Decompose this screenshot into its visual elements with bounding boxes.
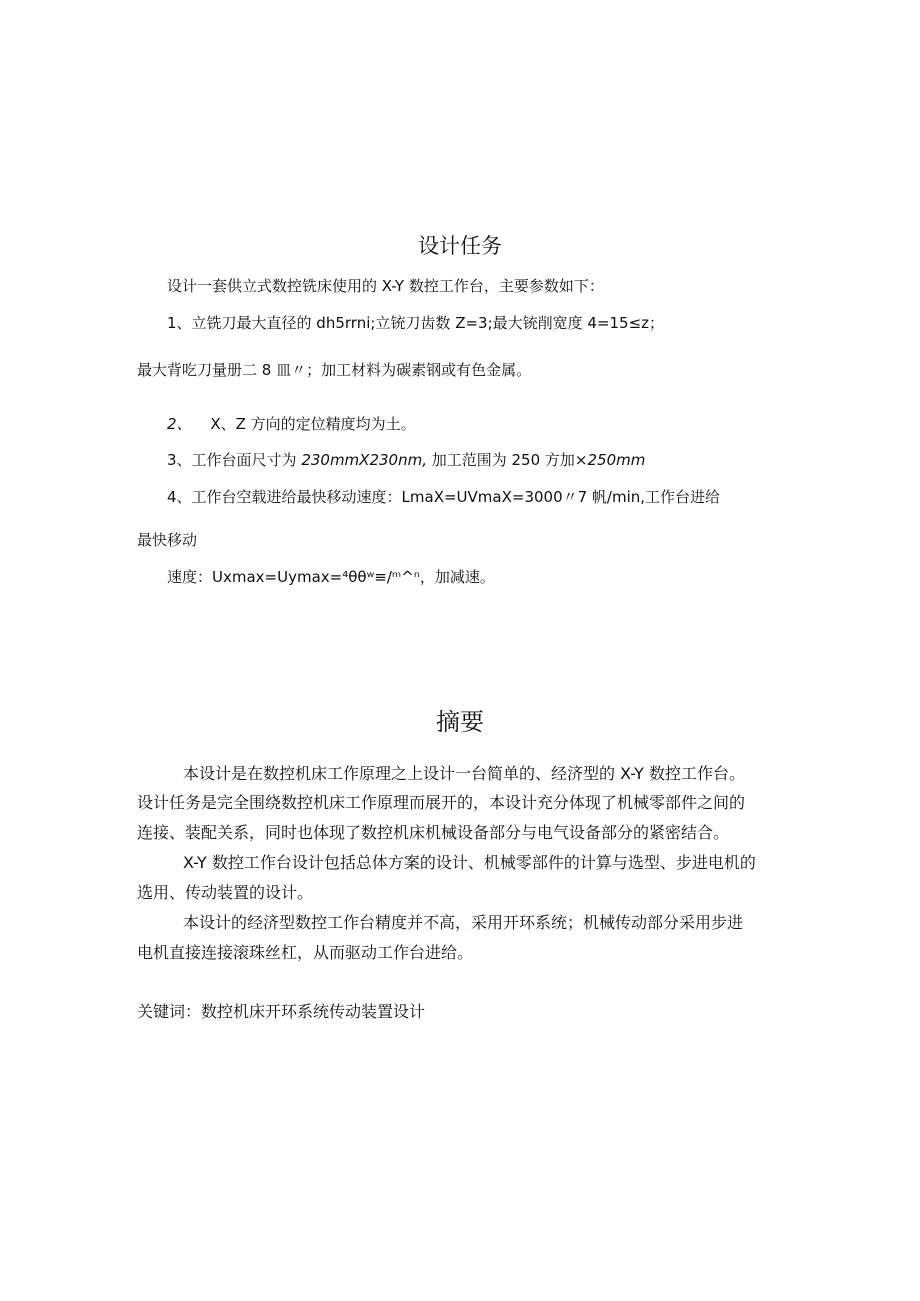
keywords: 关键词：数控机床开环系统传动装置设计 [137, 1002, 426, 1021]
task-item-3-d: 250mm [587, 451, 646, 469]
abstract-p2-line-2: 选用、传动装置的设计。 [137, 883, 314, 902]
design-task-title: 设计任务 [418, 234, 502, 258]
abstract-title: 摘要 [436, 708, 484, 736]
task-item-4-line-1: 4、工作台空载进给最快移动速度：LmaX=UVmaX=3000〃7 帆/min,工作台进给 [167, 488, 721, 506]
abstract-p1-line-2: 设计任务是完全围绕数控机床工作原理而展开的，本设计充分体现了机械零部件之间的 [137, 793, 746, 812]
task-item-2-text: X、Z 方向的定位精度均为土。 [210, 415, 416, 433]
abstract-p2-line-1: X-Y 数控工作台设计包括总体方案的设计、机械零部件的计算与选型、步进电机的 [183, 853, 756, 872]
task-item-3-b: 230mmX230nm, [301, 451, 427, 469]
abstract-p3-line-2: 电机直接连接滚珠丝杠，从而驱动工作台进给。 [137, 943, 474, 962]
task-item-4-line-3: 速度：Uxmax=Uymax=⁴θθʷ≡/ᵐ^ⁿ，加减速。 [167, 568, 495, 586]
task-item-3-c: 加工范围为 250 方加× [426, 451, 588, 469]
task-intro: 设计一套供立式数控铣床使用的 X-Y 数控工作台，主要参数如下： [167, 277, 604, 295]
abstract-p1-line-1: 本设计是在数控机床工作原理之上设计一台简单的、经济型的 X-Y 数控工作台。 [183, 764, 745, 783]
task-item-1-line-1: 1、立铣刀最大直径的 dh5rrni;立铳刀齿数 Z=3;最大铳削宽度 4=15≤z； [167, 314, 665, 332]
task-item-3-a: 3、工作台面尺寸为 [167, 451, 302, 469]
task-item-2 [167, 417, 416, 432]
task-item-1-line-2: 最大背吃刀量册二 8 皿〃；加工材料为碳素钢或有色金属。 [137, 361, 532, 379]
task-item-4-line-2: 最快移动 [137, 531, 198, 549]
abstract-p1-line-3: 连接、装配关系，同时也体现了数控机床机械设备部分与电气设备部分的紧密结合。 [137, 823, 730, 842]
abstract-p3-line-1: 本设计的经济型数控工作台精度并不高，采用开环系统；机械传动部分采用步进 [183, 913, 744, 932]
task-item-2-number: 2、 [167, 415, 192, 433]
task-item-3 [167, 453, 645, 468]
